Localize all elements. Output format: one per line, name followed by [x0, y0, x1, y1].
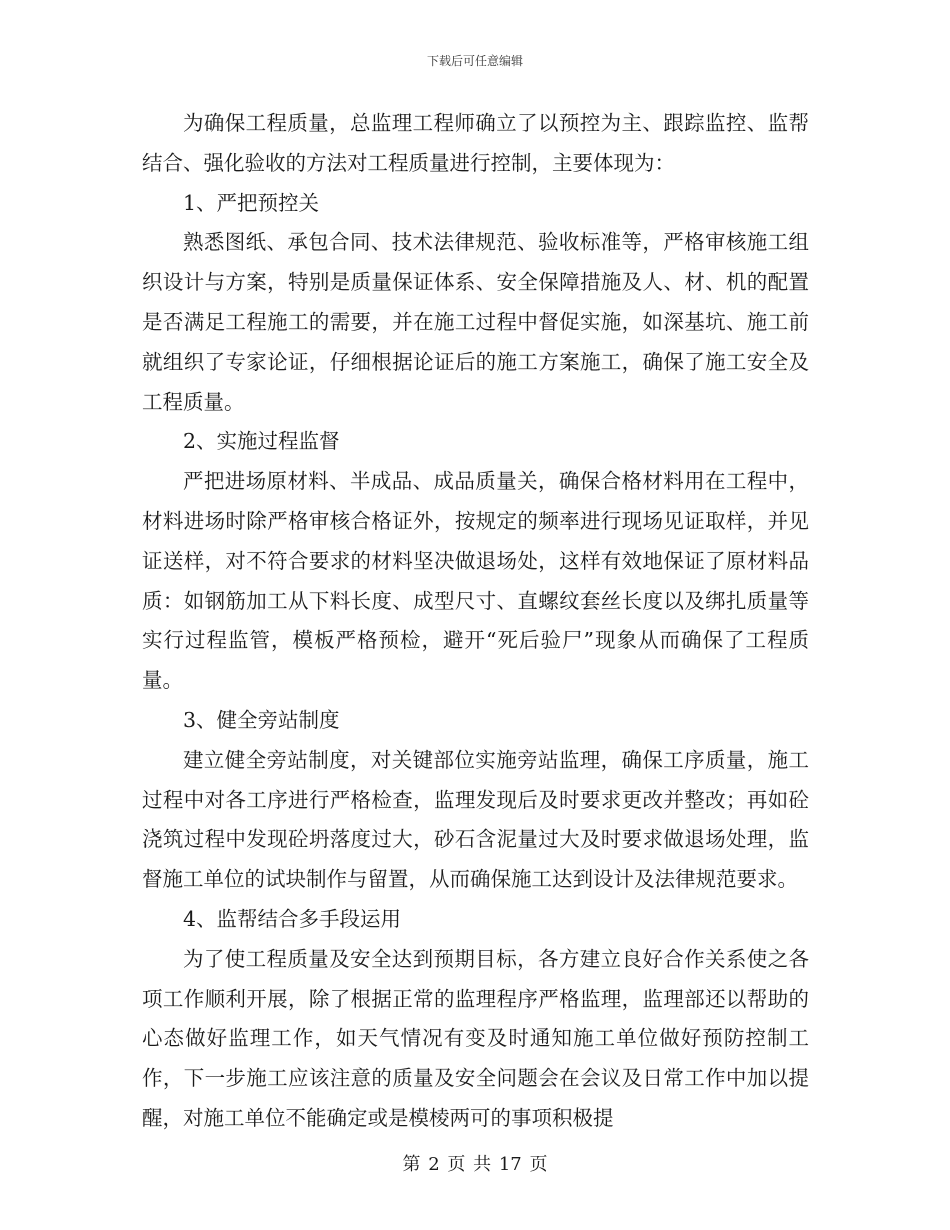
section-paragraph-1: 熟悉图纸、承包合同、技术法律规范、验收标准等，严格审核施工组织设计与方案，特别是质量保证体系、安全保障措施及人、材、机的配置是否满足工程施工的需要，并在施工过程中督促实施，如深基坑、施工前就组织了专家论证，仔细根据论证后的施工方案施工，确保了施工安全及工程质量。 — [142, 230, 809, 414]
section-heading-3: 3、健全旁站制度 — [183, 707, 340, 732]
page-number-footer: 第 2 页 共 17 页 — [402, 1154, 548, 1175]
document-body — [142, 104, 809, 1139]
intro-paragraph: 为确保工程质量，总监理工程师确立了以预控为主、跟踪监控、监帮结合、强化验收的方法对工程质量进行控制，主要体现为： — [142, 111, 809, 175]
section-paragraph-3: 建立健全旁站制度，对关键部位实施旁站监理，确保工序质量，施工过程中对各工序进行严格检查，监理发现后及时要求更改并整改；再如砼浇筑过程中发现砼坍落度过大，砂石含泥量过大及时要求做退场处理，监督施工单位的试块制作与留置，从而确保施工达到设计及法律规范要求。 — [142, 747, 809, 892]
section-heading-2: 2、实施过程监督 — [183, 429, 340, 454]
section-paragraph-2: 严把进场原材料、半成品、成品质量关，确保合格材料用在工程中，材料进场时除严格审核合格证外，按规定的频率进行现场见证取样，并见证送样，对不符合要求的材料坚决做退场处，这样有效地保证了原材料品质：如钢筋加工从下料长度、成型尺寸、直螺纹套丝长度以及绑扎质量等实行过程监管，模板严格预检，避开“死后验尸”现象从而确保了工程质量。 — [142, 469, 809, 693]
section-heading-1: 1、严把预控关 — [183, 190, 320, 215]
page-header: 下载后可任意编辑 — [426, 54, 523, 68]
section-heading-4: 4、监帮结合多手段运用 — [183, 906, 402, 931]
section-paragraph-4: 为了使工程质量及安全达到预期目标，各方建立良好合作关系使之各项工作顺利开展，除了根据正常的监理程序严格监理，监理部还以帮助的心态做好监理工作，如天气情况有变及时通知施工单位做好预防控制工作，下一步施工应该注意的质量及安全问题会在会议及日常工作中加以提醒，对施工单位不能确定或是模棱两可的事项积极提 — [142, 946, 809, 1130]
